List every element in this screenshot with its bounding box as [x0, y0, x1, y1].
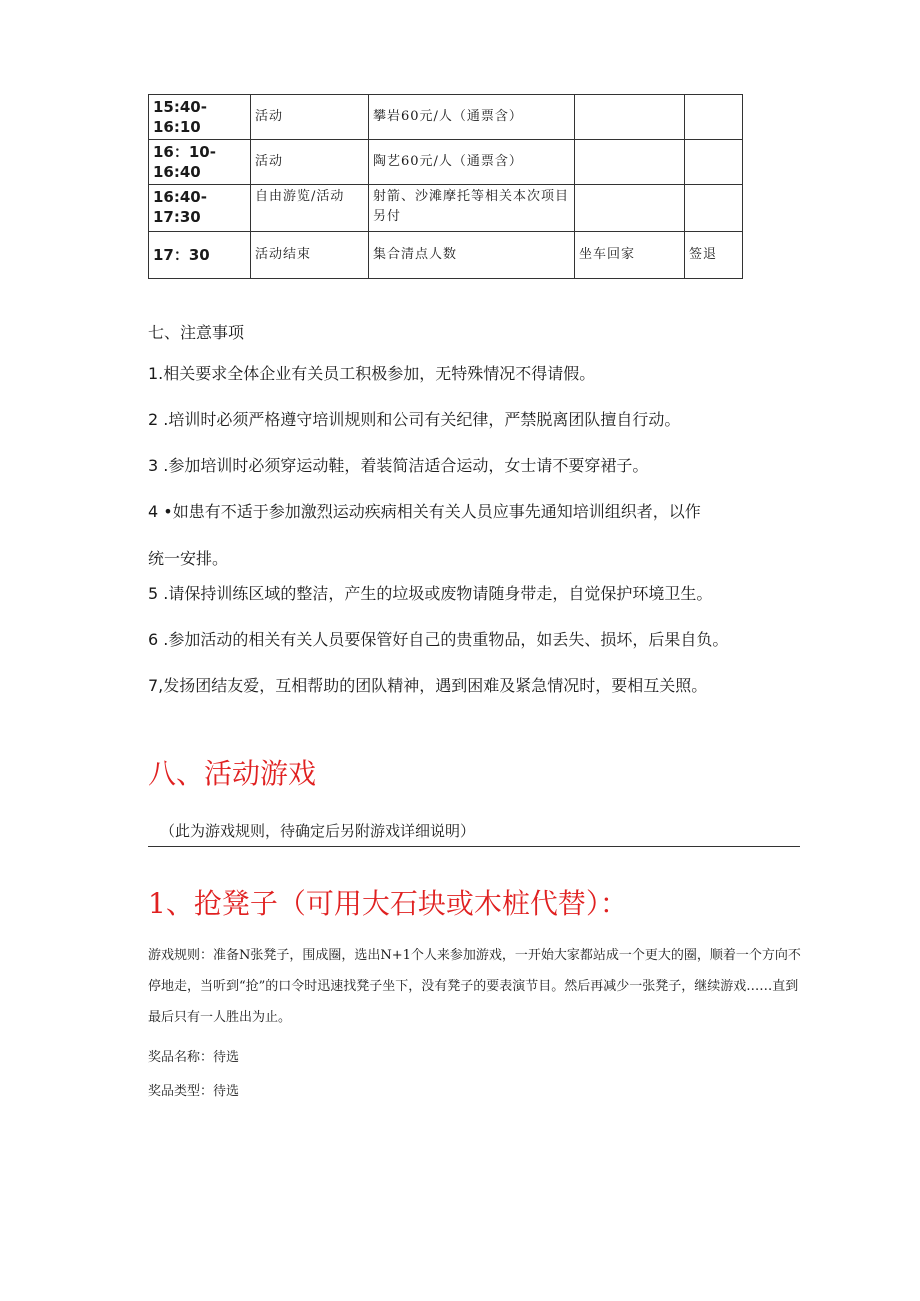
- schedule-table: [148, 94, 743, 279]
- extra-cell: [575, 185, 685, 232]
- list-item: 2 .培训时必须严格遵守培训规则和公司有关纪律，严禁脱离团队擅自行动。: [148, 410, 681, 429]
- extra-cell: 签退: [685, 232, 743, 279]
- time-cell: 16:40-17:30: [149, 185, 251, 232]
- extra-cell: [685, 140, 743, 185]
- games-heading: 八、活动游戏: [148, 757, 317, 790]
- divider: [148, 846, 800, 847]
- time-cell: 15:40-16:10: [149, 95, 251, 140]
- notes-list: [148, 362, 828, 720]
- extra-cell: [575, 95, 685, 140]
- type-cell: 自由游览/活动: [251, 185, 369, 232]
- list-item: 统一安排。: [148, 549, 229, 568]
- prize-type: 奖品类型：待选: [148, 1084, 240, 1099]
- list-item: 3 .参加培训时必须穿运动鞋，着装简洁适合运动，女士请不要穿裙子。: [148, 456, 649, 475]
- table-row: [149, 232, 743, 279]
- desc-cell: 攀岩60元/人（通票含）: [369, 95, 575, 140]
- desc-cell: 射箭、沙滩摩托等相关本次项目另付: [369, 185, 575, 232]
- time-cell: 16：10-16:40: [149, 140, 251, 185]
- table-row: [149, 95, 743, 140]
- table-row: [149, 185, 743, 232]
- extra-cell: 坐车回家: [575, 232, 685, 279]
- games-note: （此为游戏规则，待确定后另附游戏详细说明）: [160, 822, 476, 840]
- time-cell: 17：30: [149, 232, 251, 279]
- desc-cell: 集合清点人数: [369, 232, 575, 279]
- extra-cell: [685, 185, 743, 232]
- list-item: 6 .参加活动的相关有关人员要保管好自己的贵重物品，如丢失、损坏，后果自负。: [148, 630, 729, 649]
- extra-cell: [575, 140, 685, 185]
- desc-cell: 陶艺60元/人（通票含）: [369, 140, 575, 185]
- list-item: 1.相关要求全体企业有关员工积极参加，无特殊情况不得请假。: [148, 364, 596, 383]
- game-title: 1、抢凳子（可用大石块或木桩代替）：: [148, 887, 628, 920]
- type-cell: 活动结束: [251, 232, 369, 279]
- type-cell: 活动: [251, 95, 369, 140]
- table-row: [149, 140, 743, 185]
- list-item: 5 .请保持训练区域的整洁，产生的垃圾或废物请随身带走，自觉保护环境卫生。: [148, 584, 713, 603]
- prize-name: 奖品名称：待选: [148, 1050, 240, 1065]
- type-cell: 活动: [251, 140, 369, 185]
- extra-cell: [685, 95, 743, 140]
- game-rules: 游戏规则：准备N张凳子，围成圈，选出N+1个人来参加游戏，一开始大家都站成一个更大的圈，顺着一个方向不停地走，当听到“抢”的口令时迅速找凳子坐下，没有凳子的要表演节目。然后再减少一张凳子，继续游戏……直到最后只有一人胜出为止。: [148, 948, 801, 1025]
- list-item: 4 •如患有不适于参加激烈运动疾病相关有关人员应事先通知培训组织者，以作: [148, 502, 701, 521]
- notes-title: 七、注意事项: [148, 323, 245, 342]
- list-item: 7,发扬团结友爱，互相帮助的团队精神，遇到困难及紧急情况时，要相互关照。: [148, 676, 708, 695]
